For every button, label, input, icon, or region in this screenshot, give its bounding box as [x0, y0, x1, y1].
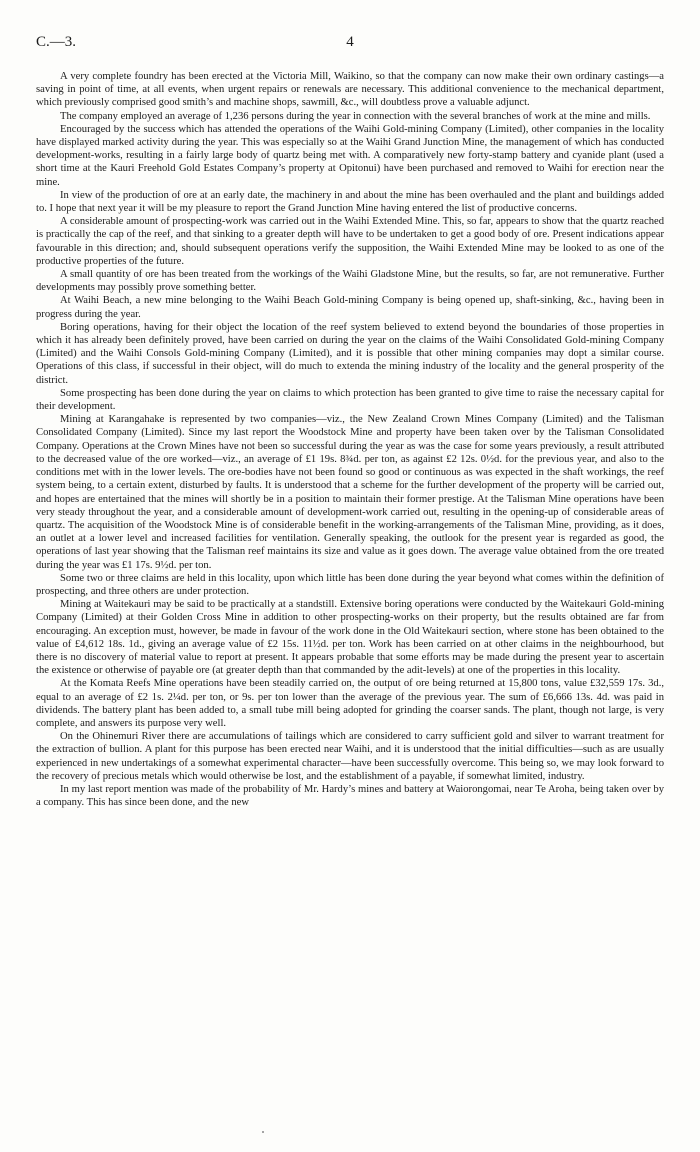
document-reference: C.—3. — [36, 34, 77, 50]
paragraph-grand-junction: Encouraged by the success which has attended the operations of the Waihi Gold-mining Company (Limited), other companies in the locality have displayed marked activity during the year. This was especially so at the Waihi Grand Junction Mine, the management of which has conducted development-works, resulting in a fairly large body of quartz being met with. A comparatively new forty-stamp battery and cyanide plant (used a short time at the Kauri Freehold Gold Estates Company’s property at Opitonui) have been purchased and removed to Waihi for erection near the mine. — [36, 123, 664, 188]
paragraph-foundry: A very complete foundry has been erected at the Victoria Mill, Waikino, so that the company can now make their own ordinary castings—a saving in point of time, at all events, when urgent repairs or renewals are necessary. This additional convenience to the mechanical department, which previously comprised good smith’s and machine shops, sawmill, &c., will doubtless prove a valuable adjunct. — [36, 71, 664, 109]
report-body — [36, 70, 664, 809]
paragraph-machinery: In view of the production of ore at an early date, the machinery in and about the mine has been overhauled and the plant and buildings added to. I hope that next year it will be my pleasure to report the Grand Junction Mine having entered the list of productive concerns. — [36, 189, 664, 215]
paragraph-employees: The company employed an average of 1,236 persons during the year in connection with the several branches of work at the mine and mills. — [60, 110, 651, 122]
paragraph-waihi-extended: A considerable amount of prospecting-work was carried out in the Waihi Extended Mine. This, so far, appears to show that the quartz reached is practically the cap of the reef, and that sinking to a greater depth will have to be undertaken to get a good body of ore. Present indications appear favourable in this direction; and, should subsequent operations verify the supposition, the Waihi Extended Mine may be looked to as one of the productive properties of the future. — [36, 216, 664, 267]
paragraph-waitekauri: Mining at Waitekauri may be said to be practically at a standstill. Extensive boring operations were conducted by the Waitekauri Gold-mining Company (Limited) at their Golden Cross Mine in addition to other prospecting-works on their property, but the results obtained are far from encouraging. An exception must, however, be made in favour of the work done in the Old Waitekauri section, where stone has been obtained to the value of £4,612 18s. 1d., giving an average value of £2 15s. 11½d. per ton. Work has been carried on at other claims in the neighbourhood, but there is no discovery of material value to report at present. It appears probable that some efforts may be made during the present year to ascertain the existence or otherwise of payable ore (at greater depth than that commanded by the adit-levels) at one of the properties in this locality. — [36, 599, 664, 677]
paragraph-boring: Boring operations, having for their object the location of the reef system believed to extend beyond the boundaries of those properties in which it has already been definitely proved, have been carried on during the year on the claims of the Waihi Consolidated Gold-mining Company (Limited) and the Waihi Consols Gold-mining Company (Limited), and it is possible that other mining companies may dopt a similar course. Operations of this class, if successful in their object, will do much to extenda the mining industry of the locality and the general prosperity of the district. — [36, 321, 664, 386]
page-header — [36, 34, 664, 54]
paragraph-karangahake: Mining at Karangahake is represented by two companies—viz., the New Zealand Crown Mines Company (Limited) and the Talisman Consolidated Company (Limited). Since my last report the Woodstock Mine and property have been taken over by the Talisman Consolidated Company. Operations at the Crown Mines have not been so successful during the year as was the case for some years previously, a result attributed to the decreased value of the ore worked—viz., an average of £1 19s. 8¾d. per ton, as against £2 12s. 0½d. for the previous year, and also to the conditions met with in the lower levels. The ore-bodies have not been found so good or continuous as was expected in the shaft workings, the reef system being, to a certain extent, disturbed by faults. It is understood that a scheme for the further development of the property will be carried out, and hopes are entertained that the mines will shortly be in a position to maintain their former prestige. At the Talisman Mine operations have been very steady throughout the year, and a considerable amount of development-work carried out, resulting in the opening-up of considerable areas of quartz. The acquisition of the Woodstock Mine is of considerable benefit in the working-arrangements of the Talisman Mine, providing, as it does, an outlet at a lower level and increased facilities for ventilation. Generally speaking, the outlook for the present year is regarded as good, the operations of last year showing that the Talisman reef maintains its size and value as it goes down. The average value obtained from the ore treated during the year was £1 17s. 9½d. per ton. — [36, 414, 664, 571]
paragraph-gladstone: A small quantity of ore has been treated from the workings of the Waihi Gladstone Mine, but the results, so far, are not remunerative. Further developments may possibly prove something better. — [36, 269, 664, 294]
paragraph-waihi-beach: At Waihi Beach, a new mine belonging to the Waihi Beach Gold-mining Company is being opened up, shaft-sinking, &c., having been in progress during the year. — [36, 295, 664, 320]
paragraph-claims: Some two or three claims are held in this locality, upon which little has been done during the year beyond what comes within the definition of prospecting, and three others are under protection. — [36, 572, 664, 597]
page-number: 4 — [346, 34, 354, 50]
paragraph-komata: At the Komata Reefs Mine operations have been steadily carried on, the output of ore being returned at 15,800 tons, value £32,559 17s. 3d., equal to an average of £2 1s. 2¼d. per ton, or 9s. per ton lower than the average of the previous year. The sum of £6,666 13s. 4d. was paid in dividends. The battery plant has been added to, a small tube mill being adopted for grinding the coarser sands. The plant, though not large, is very complete, and answers its purpose very well. — [36, 678, 664, 729]
page-mark — [262, 1131, 264, 1133]
paragraph-prospecting: Some prospecting has been done during the year on claims to which protection has been granted to give time to raise the necessary capital for their development. — [36, 387, 664, 413]
paragraph-waiorongomai: In my last report mention was made of the probability of Mr. Hardy’s mines and battery at Waiorongomai, near Te Aroha, being taken over by a company. This has since been done, and the new — [36, 783, 664, 809]
paragraph-ohinemuri: On the Ohinemuri River there are accumulations of tailings which are considered to carry sufficient gold and silver to warrant treatment for the extraction of bullion. A plant for this purpose has been erected near Waihi, and it is understood that the initial difficulties—such as are usually experienced in new undertakings of a somewhat experimental character—have been successfully overcome. This being so, we may look forward to the recovery of precious metals which would otherwise be lost, and the establishment of a payable, if somewhat limited, industry. — [36, 731, 664, 782]
